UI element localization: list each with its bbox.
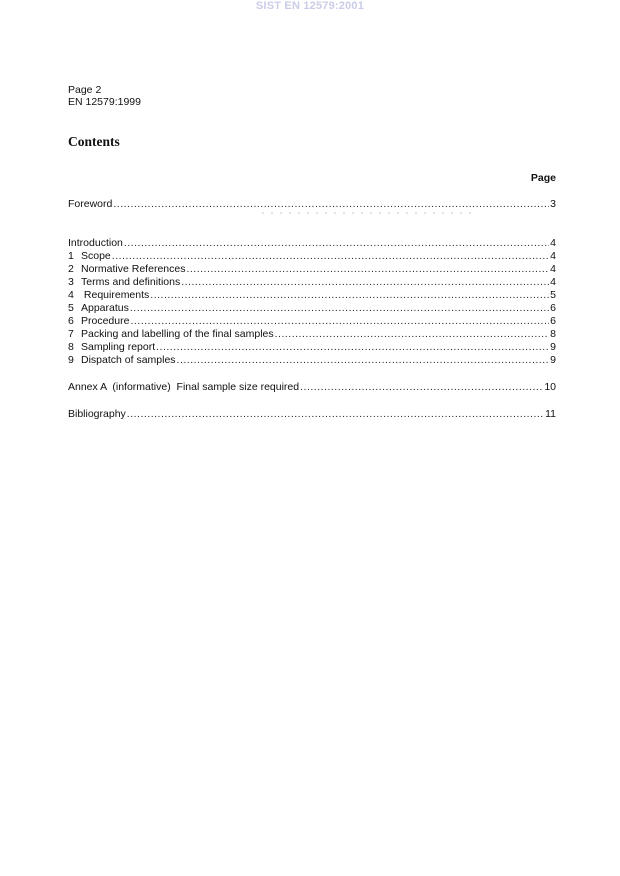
toc-entry-number: 8	[68, 341, 74, 353]
toc-entry-title: Packing and labelling of the final samples	[81, 328, 274, 340]
toc-entry-title: Terms and definitions	[81, 276, 181, 288]
toc-entry-number: 2	[68, 263, 74, 275]
dot-leader	[177, 354, 550, 367]
toc-entry-number: 4	[68, 289, 74, 301]
toc-entry-page: 3	[550, 198, 556, 210]
toc-entry-number: 5	[68, 302, 74, 314]
toc-entry-scope	[68, 250, 556, 263]
dot-leader	[186, 263, 549, 276]
page-number-line: Page 2	[68, 84, 102, 96]
toc-entry-requirements	[68, 289, 556, 302]
toc-entry-title: Scope	[81, 250, 111, 262]
toc-entry-title: Sampling report	[81, 341, 156, 353]
toc-entry-title: Dispatch of samples	[81, 354, 176, 366]
scan-artifact	[262, 212, 472, 214]
toc-entry-title: Normative References	[81, 263, 186, 275]
toc-entry-procedure	[68, 315, 556, 328]
toc-entry-apparatus	[68, 302, 556, 315]
dot-leader	[156, 341, 549, 354]
toc-entry-sampling-report	[68, 341, 556, 354]
toc-entry-title: Apparatus	[81, 302, 129, 314]
dot-leader	[300, 381, 543, 394]
toc-entry-dispatch-of-samples	[68, 354, 556, 367]
toc-entry-annex-a	[68, 381, 556, 394]
toc-entry-page: 6	[550, 315, 556, 327]
toc-entry-page: 11	[545, 408, 556, 420]
toc-entry-title: Bibliography	[68, 408, 126, 420]
page-column-label: Page	[530, 172, 556, 184]
dot-leader	[130, 315, 549, 328]
toc-entry-page: 9	[550, 341, 556, 353]
dot-leader	[112, 250, 549, 263]
toc-entry-packing-and-labelling	[68, 328, 556, 341]
dot-leader	[150, 289, 549, 302]
dot-leader	[124, 237, 549, 250]
toc-entry-bibliography	[68, 408, 556, 421]
toc-entry-title: Requirements	[81, 289, 150, 301]
toc-entry-foreword	[68, 198, 556, 211]
dot-leader	[127, 408, 544, 421]
toc-entry-page: 5	[550, 289, 556, 301]
toc-entry-page: 6	[550, 302, 556, 314]
toc-entry-title: Procedure	[81, 315, 130, 327]
toc-entry-title: Annex A (informative) Final sample size required	[68, 381, 300, 393]
page-header	[68, 84, 141, 108]
toc-entry-page: 4	[550, 237, 556, 249]
dot-leader	[181, 276, 549, 289]
toc-entry-title: Introduction	[68, 237, 123, 249]
dot-leader	[275, 328, 550, 341]
toc-entry-title: Foreword	[68, 198, 113, 210]
toc-entry-introduction	[68, 237, 556, 250]
toc-entry-number: 7	[68, 328, 74, 340]
dot-leader	[130, 302, 549, 315]
toc-entry-page: 4	[550, 250, 556, 262]
contents-title: Contents	[68, 134, 120, 149]
toc-entry-number: 1	[68, 250, 74, 262]
toc-entry-number: 6	[68, 315, 74, 327]
dot-leader	[113, 198, 549, 211]
toc-entry-number: 9	[68, 354, 74, 366]
toc-entry-page: 4	[550, 276, 556, 288]
document-id: EN 12579:1999	[68, 96, 141, 108]
toc-entry-page: 4	[550, 263, 556, 275]
toc-entry-page: 9	[550, 354, 556, 366]
watermark: SIST EN 12579:2001	[255, 0, 365, 12]
toc-entry-normative-references	[68, 263, 556, 276]
toc-entry-page: 10	[544, 381, 556, 393]
toc-entry-page: 8	[550, 328, 556, 340]
toc-entry-number: 3	[68, 276, 74, 288]
toc-entry-terms-and-definitions	[68, 276, 556, 289]
